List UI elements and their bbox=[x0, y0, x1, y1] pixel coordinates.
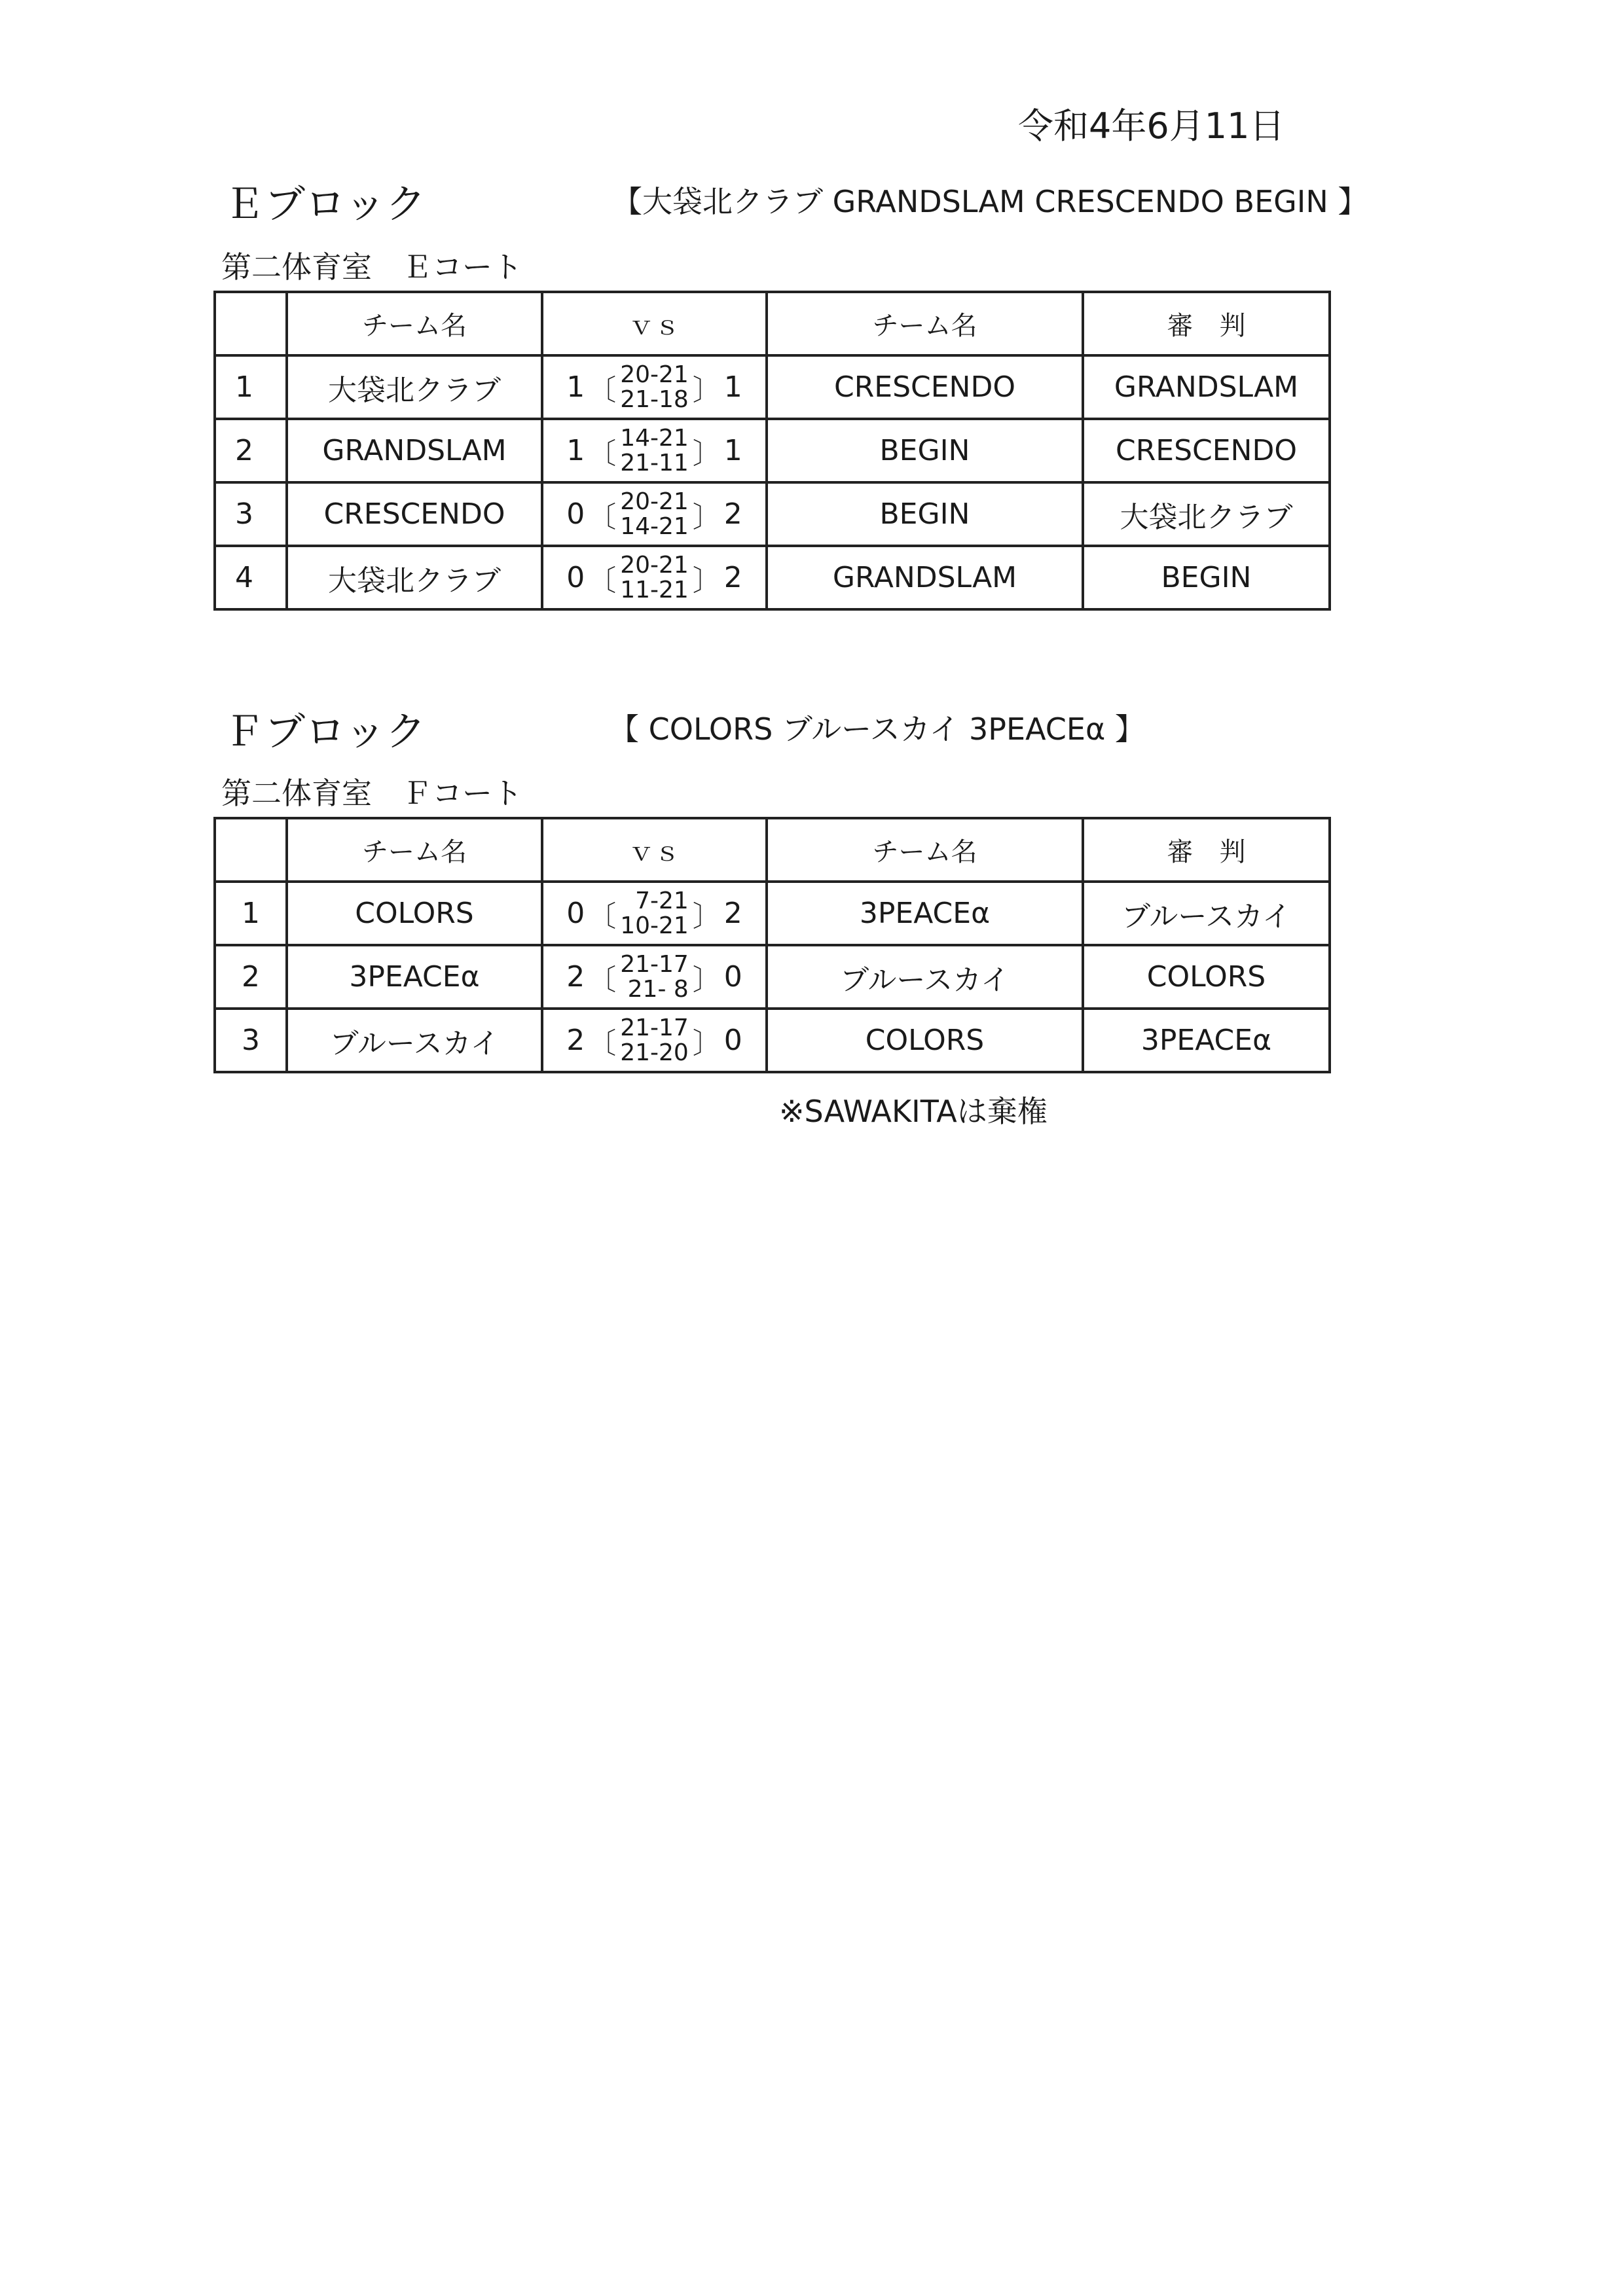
set1-score: 20-21 bbox=[620, 361, 689, 388]
block-f-court: 第二体育室 Ｆコート bbox=[221, 776, 522, 811]
score2: 0 bbox=[723, 1024, 742, 1057]
set-scores bbox=[619, 553, 690, 603]
bracket-close: 〕 bbox=[692, 500, 721, 534]
set2-score: 21- 8 bbox=[627, 975, 689, 1003]
referee-cell: GRANDSLAM bbox=[1083, 355, 1330, 419]
bracket-close: 〕 bbox=[692, 1026, 721, 1060]
team2-cell: 3PEACEα bbox=[767, 882, 1083, 945]
bracket-close: 〕 bbox=[692, 437, 721, 471]
referee-cell: CRESCENDO bbox=[1083, 419, 1330, 482]
referee-cell: COLORS bbox=[1083, 945, 1330, 1009]
team2-cell: BEGIN bbox=[767, 482, 1083, 546]
set2-score: 21-20 bbox=[620, 1039, 689, 1066]
score1: 1 bbox=[566, 434, 585, 467]
bracket-open: 〔 bbox=[587, 1026, 617, 1060]
score-cell bbox=[542, 1009, 767, 1072]
header-vs: ｖｓ bbox=[542, 292, 767, 355]
header-referee: 審 判 bbox=[1083, 292, 1330, 355]
block-f-table bbox=[213, 817, 1331, 1073]
match-number: 1 bbox=[215, 355, 287, 419]
bracket-close: 〕 bbox=[692, 564, 721, 598]
set2-score: 14-21 bbox=[620, 512, 689, 540]
score1: 0 bbox=[566, 561, 585, 594]
bracket-close: 〕 bbox=[692, 899, 721, 933]
referee-cell: BEGIN bbox=[1083, 546, 1330, 609]
header-number bbox=[215, 818, 287, 882]
header-vs: ｖｓ bbox=[542, 818, 767, 882]
set1-score: 20-21 bbox=[620, 551, 689, 579]
team1-cell: 3PEACEα bbox=[287, 945, 542, 1009]
bracket-open: 〔 bbox=[587, 437, 617, 471]
set-scores bbox=[619, 952, 690, 1002]
score-cell bbox=[542, 355, 767, 419]
set-scores bbox=[619, 426, 690, 476]
header-team1: チーム名 bbox=[287, 292, 542, 355]
score1: 2 bbox=[566, 1024, 585, 1057]
block-e-teams: 【大袋北クラブ GRANDSLAM CRESCENDO BEGIN 】 bbox=[612, 184, 1368, 219]
score-cell bbox=[542, 945, 767, 1009]
bracket-close: 〕 bbox=[692, 963, 721, 997]
team1-cell: COLORS bbox=[287, 882, 542, 945]
score2: 1 bbox=[723, 434, 742, 467]
set2-score: 11-21 bbox=[620, 576, 689, 603]
table-row bbox=[215, 945, 1330, 1009]
score1: 0 bbox=[566, 497, 585, 531]
document-date: 令和4年6月11日 bbox=[1018, 105, 1285, 147]
match-number: 1 bbox=[215, 882, 287, 945]
referee-cell: ブルースカイ bbox=[1083, 882, 1330, 945]
team1-cell: 大袋北クラブ bbox=[287, 546, 542, 609]
team1-cell: ブルースカイ bbox=[287, 1009, 542, 1072]
set2-score: 21-18 bbox=[620, 386, 689, 413]
team1-cell: 大袋北クラブ bbox=[287, 355, 542, 419]
set1-score: 14-21 bbox=[620, 424, 689, 452]
match-number: 3 bbox=[215, 1009, 287, 1072]
set-scores bbox=[619, 363, 690, 412]
set2-score: 21-11 bbox=[620, 449, 689, 476]
score-cell bbox=[542, 482, 767, 546]
score-cell bbox=[542, 546, 767, 609]
header-number bbox=[215, 292, 287, 355]
set1-score: 21-17 bbox=[620, 1014, 689, 1041]
score1: 0 bbox=[566, 897, 585, 930]
set1-score: 7-21 bbox=[635, 887, 689, 914]
match-number: 2 bbox=[215, 945, 287, 1009]
block-e-table bbox=[213, 291, 1331, 611]
header-team2: チーム名 bbox=[767, 292, 1083, 355]
table-row bbox=[215, 882, 1330, 945]
block-f-title: Ｆブロック bbox=[224, 708, 426, 755]
table-row bbox=[215, 1009, 1330, 1072]
set1-score: 20-21 bbox=[620, 488, 689, 515]
set-scores bbox=[619, 889, 690, 939]
team1-cell: GRANDSLAM bbox=[287, 419, 542, 482]
block-e-title: Ｅブロック bbox=[224, 180, 426, 228]
header-referee: 審 判 bbox=[1083, 818, 1330, 882]
set-scores bbox=[619, 490, 690, 539]
set1-score: 21-17 bbox=[620, 950, 689, 978]
score2: 2 bbox=[723, 561, 742, 594]
header-team2: チーム名 bbox=[767, 818, 1083, 882]
team2-cell: CRESCENDO bbox=[767, 355, 1083, 419]
set-scores bbox=[619, 1016, 690, 1066]
team2-cell: BEGIN bbox=[767, 419, 1083, 482]
bracket-open: 〔 bbox=[587, 373, 617, 407]
team2-cell: GRANDSLAM bbox=[767, 546, 1083, 609]
bracket-open: 〔 bbox=[587, 899, 617, 933]
bracket-open: 〔 bbox=[587, 500, 617, 534]
team1-cell: CRESCENDO bbox=[287, 482, 542, 546]
score2: 0 bbox=[723, 960, 742, 994]
table-row bbox=[215, 546, 1330, 609]
table-row bbox=[215, 355, 1330, 419]
block-f-teams: 【 COLORS ブルースカイ 3PEACEα 】 bbox=[609, 711, 1145, 747]
score2: 2 bbox=[723, 497, 742, 531]
match-number: 4 bbox=[215, 546, 287, 609]
score-cell bbox=[542, 419, 767, 482]
table-header-row bbox=[215, 292, 1330, 355]
set2-score: 10-21 bbox=[620, 912, 689, 939]
score2: 1 bbox=[723, 370, 742, 404]
bracket-open: 〔 bbox=[587, 963, 617, 997]
header-team1: チーム名 bbox=[287, 818, 542, 882]
bracket-open: 〔 bbox=[587, 564, 617, 598]
match-number: 3 bbox=[215, 482, 287, 546]
team2-cell: ブルースカイ bbox=[767, 945, 1083, 1009]
score-cell bbox=[542, 882, 767, 945]
table-row bbox=[215, 419, 1330, 482]
referee-cell: 大袋北クラブ bbox=[1083, 482, 1330, 546]
table-row bbox=[215, 482, 1330, 546]
match-number: 2 bbox=[215, 419, 287, 482]
forfeit-note: ※SAWAKITAは棄権 bbox=[779, 1094, 1048, 1129]
referee-cell: 3PEACEα bbox=[1083, 1009, 1330, 1072]
bracket-close: 〕 bbox=[692, 373, 721, 407]
block-e-court: 第二体育室 Ｅコート bbox=[221, 249, 522, 285]
team2-cell: COLORS bbox=[767, 1009, 1083, 1072]
score1: 2 bbox=[566, 960, 585, 994]
table-header-row bbox=[215, 818, 1330, 882]
score2: 2 bbox=[723, 897, 742, 930]
score1: 1 bbox=[566, 370, 585, 404]
